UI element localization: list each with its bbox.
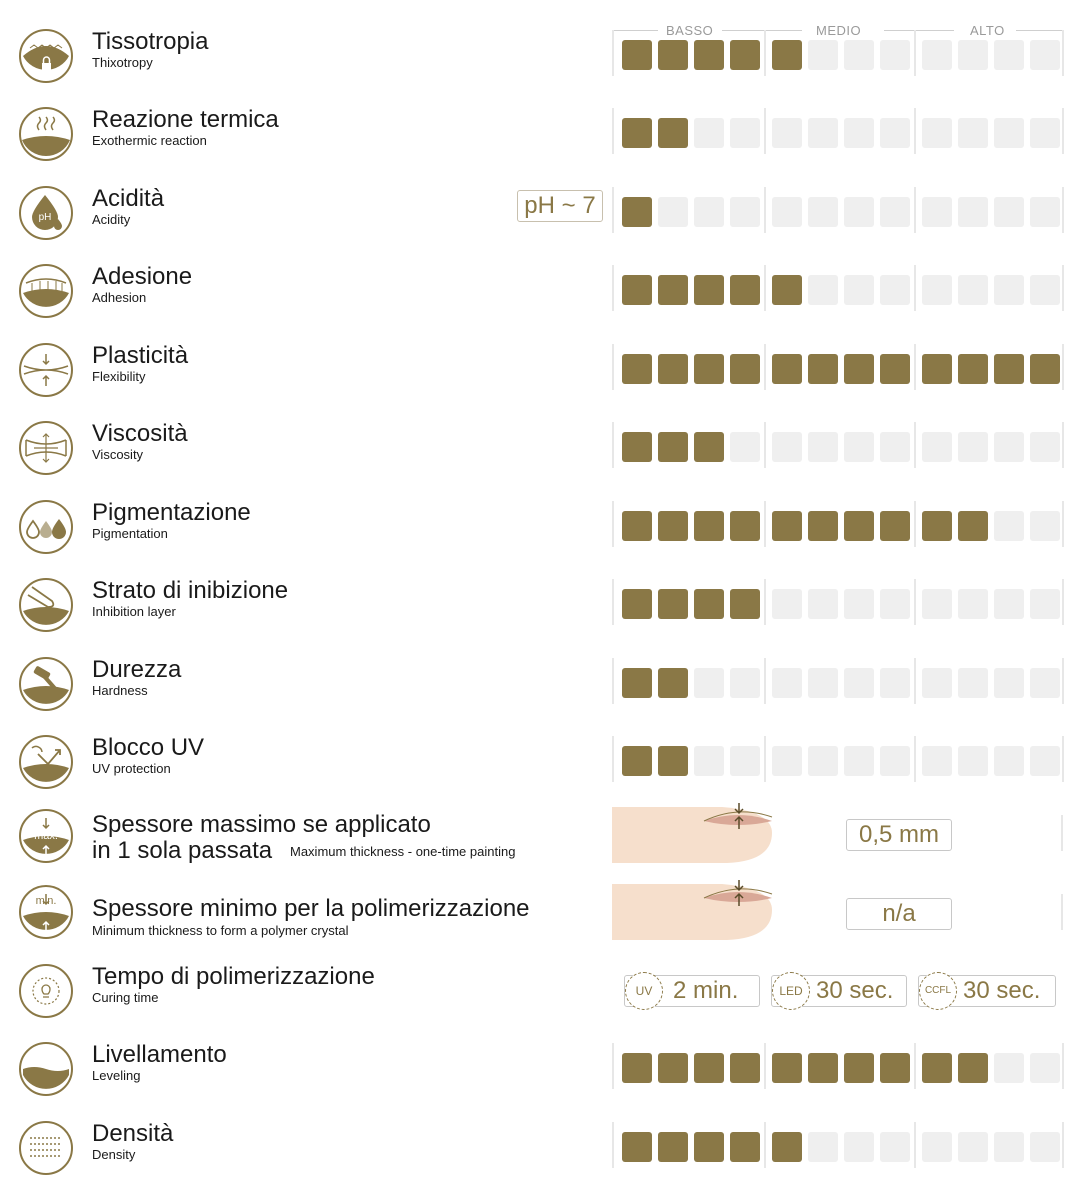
scale-divider — [612, 265, 614, 311]
level-square-filled — [1030, 354, 1060, 384]
level-square-empty — [844, 275, 874, 305]
level-square-filled — [880, 511, 910, 541]
level-square-filled — [772, 1132, 802, 1162]
level-square-empty — [994, 668, 1024, 698]
level-square-filled — [844, 354, 874, 384]
level-square-empty — [844, 746, 874, 776]
scale-divider — [612, 344, 614, 390]
level-square-filled — [772, 1053, 802, 1083]
level-square-empty — [880, 275, 910, 305]
level-square-filled — [922, 511, 952, 541]
scale-divider — [764, 30, 766, 76]
level-square-empty — [1030, 668, 1060, 698]
scale-divider — [914, 344, 916, 390]
level-square-filled — [772, 40, 802, 70]
property-title: Pigmentazione — [92, 499, 251, 526]
level-square-empty — [958, 746, 988, 776]
property-subtitle: Viscosity — [92, 447, 144, 462]
level-square-filled — [622, 746, 652, 776]
level-square-filled — [658, 118, 688, 148]
property-title: Spessore massimo se applicato — [92, 811, 431, 838]
scale-divider — [914, 579, 916, 625]
level-square-filled — [958, 354, 988, 384]
property-subtitle: Minimum thickness to form a polymer crystal — [92, 923, 349, 938]
level-square-empty — [880, 589, 910, 619]
level-square-filled — [622, 511, 652, 541]
level-square-filled — [694, 1053, 724, 1083]
level-square-filled — [658, 432, 688, 462]
level-square-filled — [694, 354, 724, 384]
level-scale — [612, 579, 1064, 629]
level-square-empty — [994, 197, 1024, 227]
level-square-filled — [658, 511, 688, 541]
scale-divider — [914, 736, 916, 782]
level-square-filled — [658, 589, 688, 619]
leveling-icon — [18, 1041, 74, 1097]
property-subtitle: Density — [92, 1147, 136, 1162]
property-subtitle: Pigmentation — [92, 526, 168, 541]
thickness-min-icon — [18, 884, 74, 940]
scale-divider — [1062, 265, 1064, 311]
level-square-empty — [922, 197, 952, 227]
level-square-empty — [808, 40, 838, 70]
uv-lamp-icon: UV — [625, 972, 663, 1010]
level-square-filled — [622, 40, 652, 70]
level-square-filled — [658, 1132, 688, 1162]
property-row — [0, 645, 1080, 723]
level-square-filled — [622, 354, 652, 384]
level-square-filled — [622, 197, 652, 227]
level-square-empty — [994, 275, 1024, 305]
svg-text:min.: min. — [35, 895, 57, 907]
level-scale — [612, 30, 1064, 80]
ph-drop-icon — [18, 185, 74, 241]
property-title: Densità — [92, 1120, 174, 1147]
property-row — [0, 566, 1080, 644]
level-square-filled — [658, 40, 688, 70]
level-square-empty — [958, 40, 988, 70]
level-scale — [612, 187, 1064, 237]
scale-divider — [1061, 815, 1063, 851]
property-title: Durezza — [92, 656, 182, 683]
level-square-empty — [844, 589, 874, 619]
level-scale — [612, 1122, 1064, 1172]
level-square-empty — [844, 40, 874, 70]
scale-divider — [764, 658, 766, 704]
property-subtitle: Adhesion — [92, 290, 147, 305]
level-square-empty — [994, 511, 1024, 541]
level-square-empty — [730, 432, 760, 462]
scale-divider — [764, 187, 766, 233]
scale-divider — [612, 30, 614, 76]
scale-divider — [612, 501, 614, 547]
level-square-empty — [880, 668, 910, 698]
nail-thickness-illustration — [612, 880, 782, 949]
scale-divider — [612, 1122, 614, 1168]
level-square-filled — [808, 354, 838, 384]
thickness-max-row — [0, 799, 1080, 877]
level-square-empty — [808, 118, 838, 148]
level-square-filled — [694, 511, 724, 541]
scale-divider — [914, 658, 916, 704]
scale-divider — [612, 1043, 614, 1089]
level-scale — [612, 658, 1064, 708]
level-scale — [612, 501, 1064, 551]
level-square-empty — [994, 1053, 1024, 1083]
scale-divider — [764, 108, 766, 154]
level-square-empty — [1030, 40, 1060, 70]
level-square-empty — [1030, 197, 1060, 227]
property-subtitle: Thixotropy — [92, 55, 153, 70]
level-square-filled — [622, 1053, 652, 1083]
level-square-filled — [958, 511, 988, 541]
level-square-filled — [808, 511, 838, 541]
level-square-filled — [880, 1053, 910, 1083]
level-square-empty — [880, 432, 910, 462]
property-subtitle: Flexibility — [92, 369, 146, 384]
level-scale — [612, 422, 1064, 472]
property-subtitle: Leveling — [92, 1068, 141, 1083]
level-square-empty — [922, 746, 952, 776]
level-square-empty — [808, 275, 838, 305]
level-square-empty — [658, 197, 688, 227]
header-low: BASSO — [666, 23, 714, 38]
level-square-filled — [694, 432, 724, 462]
level-square-filled — [658, 1053, 688, 1083]
level-square-empty — [694, 197, 724, 227]
level-square-empty — [844, 668, 874, 698]
level-square-filled — [730, 275, 760, 305]
scale-divider — [764, 344, 766, 390]
density-icon — [18, 1120, 74, 1176]
level-square-empty — [958, 589, 988, 619]
level-square-empty — [772, 589, 802, 619]
level-square-empty — [994, 432, 1024, 462]
property-title: Tissotropia — [92, 28, 209, 55]
level-square-empty — [922, 432, 952, 462]
level-square-filled — [922, 354, 952, 384]
scale-divider — [1062, 1122, 1064, 1168]
level-square-empty — [922, 118, 952, 148]
thickness-max-icon — [18, 808, 74, 864]
scale-divider — [1062, 579, 1064, 625]
finger-layer-icon — [18, 577, 74, 633]
level-square-empty — [844, 118, 874, 148]
level-square-filled — [730, 511, 760, 541]
level-square-empty — [844, 197, 874, 227]
level-square-filled — [694, 275, 724, 305]
level-square-empty — [880, 1132, 910, 1162]
scale-divider — [612, 108, 614, 154]
level-square-filled — [694, 40, 724, 70]
level-square-empty — [994, 589, 1024, 619]
level-square-filled — [772, 354, 802, 384]
scale-divider — [612, 579, 614, 625]
property-subtitle: Exothermic reaction — [92, 133, 207, 148]
property-title: Tempo di polimerizzazione — [92, 963, 375, 990]
scale-divider — [764, 736, 766, 782]
level-square-filled — [772, 275, 802, 305]
level-square-empty — [880, 746, 910, 776]
scale-divider — [1061, 894, 1063, 930]
level-square-empty — [958, 432, 988, 462]
level-square-filled — [958, 1053, 988, 1083]
property-title: Adesione — [92, 263, 193, 290]
header-high: ALTO — [970, 23, 1005, 38]
property-row — [0, 17, 1080, 95]
ccfl-lamp-icon: CCFL — [919, 972, 957, 1010]
scale-divider — [1062, 501, 1064, 547]
level-square-empty — [808, 668, 838, 698]
level-scale — [612, 108, 1064, 158]
thickness-value: n/a — [846, 898, 952, 930]
curing-row — [0, 952, 1080, 1030]
property-title: Viscosità — [92, 420, 188, 447]
level-square-filled — [622, 668, 652, 698]
led-lamp-icon: LED — [772, 972, 810, 1010]
scale-divider — [914, 501, 916, 547]
level-square-empty — [808, 1132, 838, 1162]
lock-wave-icon — [18, 28, 74, 84]
level-square-empty — [1030, 511, 1060, 541]
property-title: Spessore minimo per la polimerizzazione — [92, 895, 530, 922]
nail-thickness-illustration — [612, 803, 782, 872]
property-title: Blocco UV — [92, 734, 205, 761]
property-title: Strato di inibizione — [92, 577, 289, 604]
property-row — [0, 409, 1080, 487]
level-square-empty — [844, 432, 874, 462]
level-square-empty — [844, 1132, 874, 1162]
level-square-empty — [880, 197, 910, 227]
level-square-filled — [844, 1053, 874, 1083]
level-square-empty — [730, 668, 760, 698]
level-square-empty — [994, 1132, 1024, 1162]
level-square-filled — [730, 589, 760, 619]
level-square-filled — [730, 1132, 760, 1162]
level-scale — [612, 1043, 1064, 1093]
level-square-filled — [730, 354, 760, 384]
level-square-empty — [772, 432, 802, 462]
level-square-filled — [922, 1053, 952, 1083]
level-square-empty — [694, 668, 724, 698]
curing-uv-value: 2 min. — [673, 977, 739, 1004]
level-square-filled — [772, 511, 802, 541]
level-square-empty — [808, 432, 838, 462]
level-square-empty — [922, 1132, 952, 1162]
level-square-filled — [844, 511, 874, 541]
property-subtitle: Maximum thickness - one-time painting — [290, 844, 516, 859]
property-subtitle: Hardness — [92, 683, 148, 698]
level-square-filled — [622, 432, 652, 462]
property-title: Reazione termica — [92, 106, 279, 133]
level-square-filled — [730, 1053, 760, 1083]
property-subtitle: Curing time — [92, 990, 159, 1005]
level-square-empty — [808, 589, 838, 619]
level-square-empty — [922, 275, 952, 305]
level-square-filled — [622, 118, 652, 148]
level-square-filled — [622, 589, 652, 619]
level-square-empty — [958, 1132, 988, 1162]
level-square-empty — [694, 746, 724, 776]
level-square-empty — [730, 118, 760, 148]
property-subtitle: Acidity — [92, 212, 131, 227]
level-square-empty — [772, 118, 802, 148]
scale-divider — [612, 422, 614, 468]
level-square-filled — [658, 354, 688, 384]
level-square-empty — [922, 40, 952, 70]
level-square-filled — [880, 354, 910, 384]
scale-divider — [914, 108, 916, 154]
level-square-empty — [958, 118, 988, 148]
level-square-empty — [922, 589, 952, 619]
level-square-filled — [622, 275, 652, 305]
scale-divider — [1062, 422, 1064, 468]
drops-icon — [18, 499, 74, 555]
level-square-filled — [658, 668, 688, 698]
scale-divider — [914, 1122, 916, 1168]
level-square-empty — [1030, 118, 1060, 148]
hammer-icon — [18, 656, 74, 712]
level-square-empty — [922, 668, 952, 698]
property-row — [0, 723, 1080, 801]
level-square-empty — [994, 40, 1024, 70]
scale-divider — [764, 422, 766, 468]
scale-divider — [1062, 108, 1064, 154]
level-scale — [612, 736, 1064, 786]
level-square-filled — [658, 746, 688, 776]
level-square-empty — [880, 40, 910, 70]
scale-divider — [914, 1043, 916, 1089]
level-square-empty — [694, 118, 724, 148]
level-square-empty — [994, 118, 1024, 148]
level-square-filled — [994, 354, 1024, 384]
level-square-empty — [730, 746, 760, 776]
level-square-empty — [1030, 589, 1060, 619]
level-square-empty — [958, 197, 988, 227]
level-square-empty — [1030, 275, 1060, 305]
ph-badge: pH ~ 7 — [517, 190, 603, 222]
property-row — [0, 95, 1080, 173]
thickness-min-row — [0, 874, 1080, 952]
level-square-empty — [1030, 432, 1060, 462]
scale-divider — [1062, 344, 1064, 390]
property-subtitle: Inhibition layer — [92, 604, 176, 619]
scale-divider — [764, 579, 766, 625]
curing-ccfl — [918, 975, 1056, 1007]
level-square-empty — [772, 746, 802, 776]
scale-divider — [914, 422, 916, 468]
level-square-empty — [772, 668, 802, 698]
level-square-filled — [694, 1132, 724, 1162]
viscosity-icon — [18, 420, 74, 476]
scale-divider — [612, 736, 614, 782]
scale-divider — [1062, 658, 1064, 704]
property-title-line2: in 1 sola passata — [92, 837, 273, 864]
scale-divider — [914, 30, 916, 76]
property-row — [0, 331, 1080, 409]
scale-divider — [1062, 187, 1064, 233]
uv-block-icon — [18, 734, 74, 790]
level-scale — [612, 344, 1064, 394]
curing-uv — [624, 975, 760, 1007]
level-square-empty — [958, 668, 988, 698]
level-square-empty — [730, 197, 760, 227]
property-title: Plasticità — [92, 342, 189, 369]
flex-arrows-icon — [18, 342, 74, 398]
level-square-empty — [1030, 1053, 1060, 1083]
level-square-empty — [880, 118, 910, 148]
curing-lamp-icon — [18, 963, 74, 1019]
curing-ccfl-value: 30 sec. — [963, 977, 1041, 1004]
property-row — [0, 252, 1080, 330]
svg-text:max.: max. — [34, 830, 58, 842]
heat-waves-icon — [18, 106, 74, 162]
level-square-filled — [730, 40, 760, 70]
level-square-empty — [1030, 746, 1060, 776]
scale-divider — [1062, 30, 1064, 76]
property-row — [0, 488, 1080, 566]
level-square-empty — [1030, 1132, 1060, 1162]
level-square-filled — [808, 1053, 838, 1083]
property-row — [0, 1109, 1080, 1187]
scale-divider — [764, 1122, 766, 1168]
scale-divider — [914, 265, 916, 311]
property-row — [0, 1030, 1080, 1108]
level-scale — [612, 265, 1064, 315]
scale-divider — [612, 658, 614, 704]
level-square-empty — [958, 275, 988, 305]
scale-divider — [914, 187, 916, 233]
level-square-filled — [622, 1132, 652, 1162]
scale-divider — [764, 265, 766, 311]
scale-divider — [1062, 736, 1064, 782]
property-title: Acidità — [92, 185, 165, 212]
scale-divider — [764, 1043, 766, 1089]
level-square-empty — [808, 746, 838, 776]
svg-text:pH: pH — [38, 212, 52, 223]
level-square-empty — [808, 197, 838, 227]
property-title: Livellamento — [92, 1041, 227, 1068]
thickness-value: 0,5 mm — [846, 819, 952, 851]
scale-divider — [612, 187, 614, 233]
level-square-filled — [694, 589, 724, 619]
property-subtitle: UV protection — [92, 761, 171, 776]
scale-divider — [1062, 1043, 1064, 1089]
adhesion-arrows-icon — [18, 263, 74, 319]
level-square-empty — [772, 197, 802, 227]
scale-divider — [764, 501, 766, 547]
level-square-empty — [994, 746, 1024, 776]
header-mid: MEDIO — [816, 23, 862, 38]
level-square-filled — [658, 275, 688, 305]
curing-led — [771, 975, 907, 1007]
curing-led-value: 30 sec. — [816, 977, 894, 1004]
